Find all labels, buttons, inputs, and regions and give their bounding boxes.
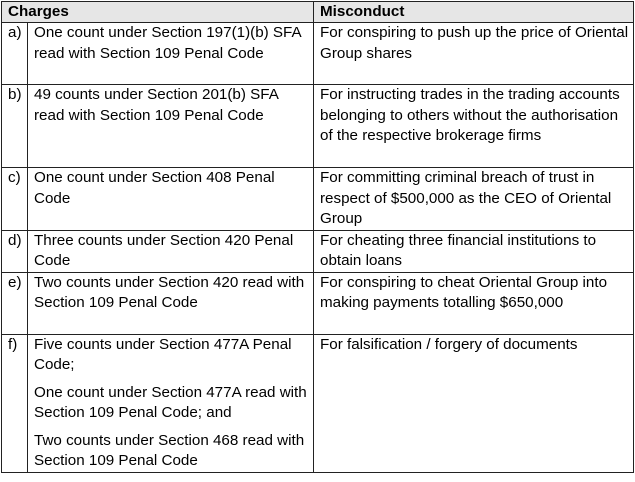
misconduct-cell: For conspiring to cheat Oriental Group into making payments totalling $650,000 [314,272,634,334]
row-label: f) [2,334,28,472]
table-row [2,168,634,231]
charges-table [1,1,634,473]
misconduct-cell: For conspiring to push up the price of Oriental Group shares [314,23,634,85]
charge-cell [28,334,314,472]
table-row [2,272,634,334]
header-row [2,2,634,23]
charges-header: Charges [2,2,314,23]
row-label: c) [2,168,28,231]
misconduct-cell: For cheating three financial institutions to obtain loans [314,230,634,272]
charge-text: One count under Section 197(1)(b) SFA read with Section 109 Penal Code [34,24,301,62]
charge-text: One count under Section 477A read with Section 109 Penal Code; and [34,383,307,421]
charge-cell [28,168,314,231]
charge-cell [28,85,314,168]
table-row [2,23,634,85]
row-label: e) [2,272,28,334]
misconduct-header: Misconduct [314,2,634,23]
charge-text: Five counts under Section 477A Penal Code; [34,335,292,373]
charge-text: One count under Section 408 Penal Code [34,169,275,207]
row-label: d) [2,230,28,272]
row-label: a) [2,23,28,85]
table-row [2,334,634,472]
row-label: b) [2,85,28,168]
charge-cell [28,272,314,334]
table-row [2,85,634,168]
charge-cell [28,23,314,85]
charge-cell [28,230,314,272]
charge-text: 49 counts under Section 201(b) SFA read with Section 109 Penal Code [34,86,278,124]
misconduct-cell: For committing criminal breach of trust in respect of $500,000 as the CEO of Oriental Group [314,168,634,231]
misconduct-cell: For falsification / forgery of documents [314,334,634,472]
misconduct-cell: For instructing trades in the trading accounts belonging to others without the authorisation of the respective brokerage firms [314,85,634,168]
charge-text: Three counts under Section 420 Penal Code [34,231,294,269]
charge-text: Two counts under Section 468 read with Section 109 Penal Code [34,431,305,469]
charge-text: Two counts under Section 420 read with Section 109 Penal Code [34,273,305,311]
table-row [2,230,634,272]
